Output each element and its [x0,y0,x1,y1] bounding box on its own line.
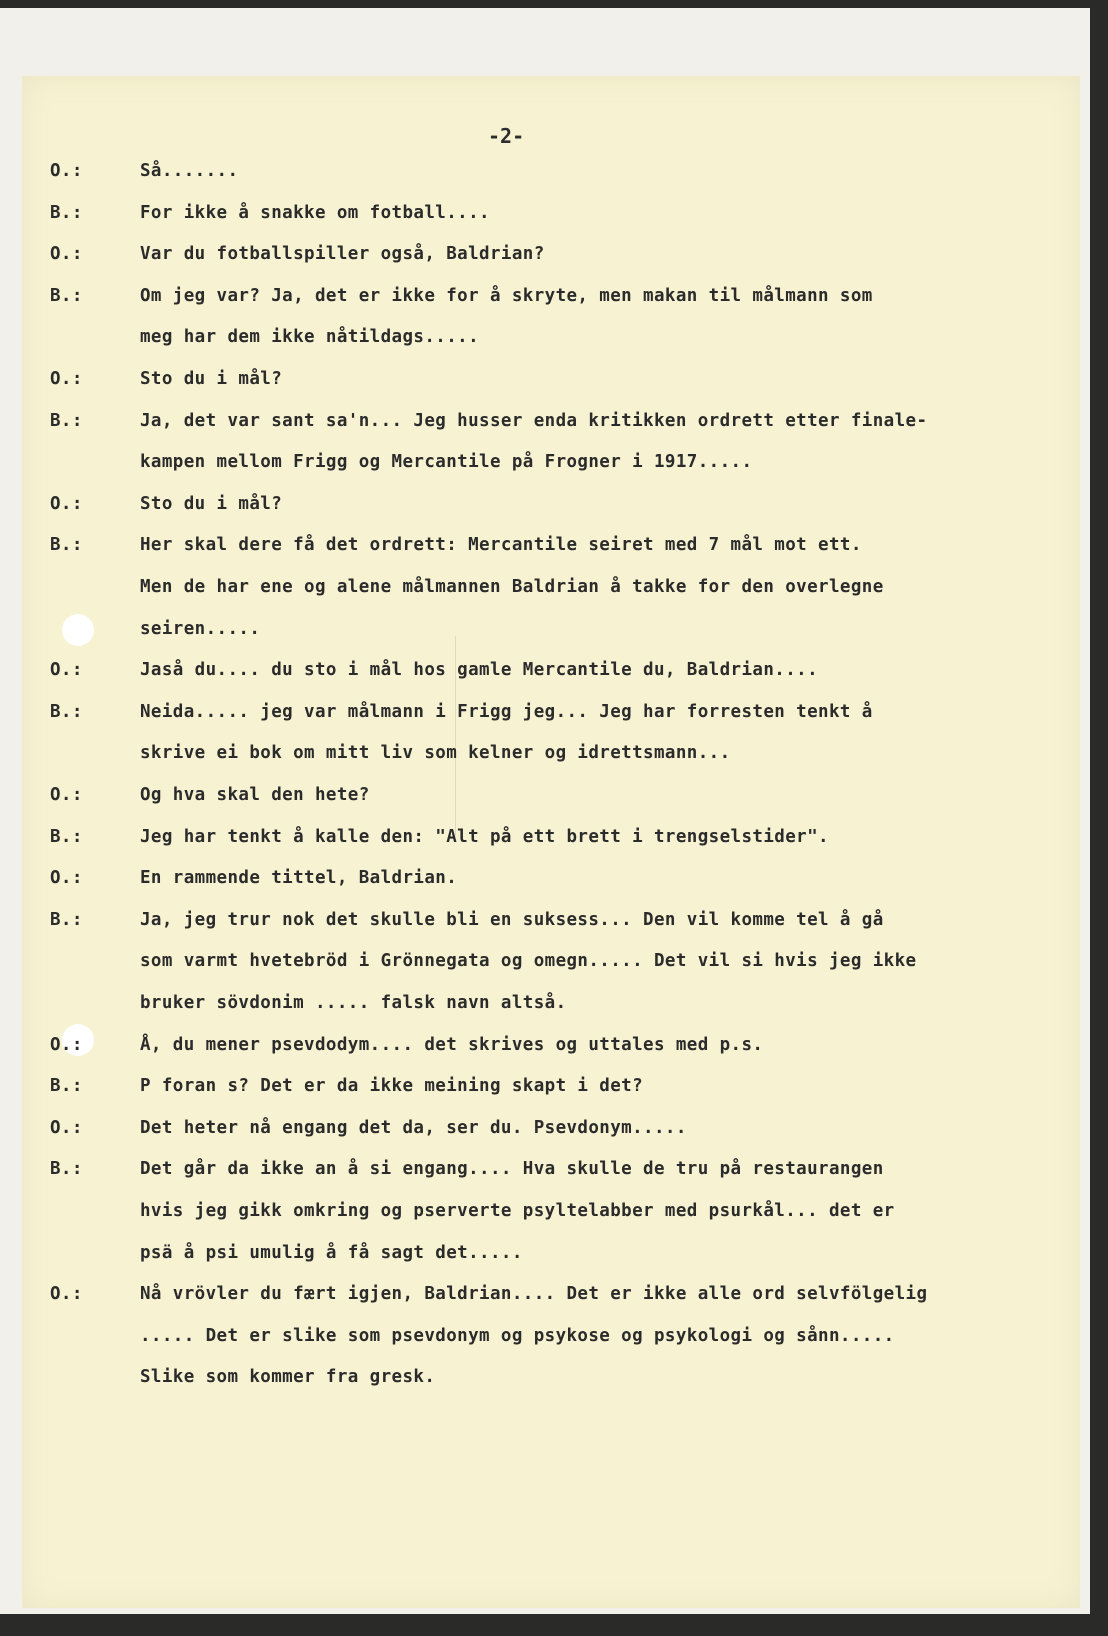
speaker-label: O.: [50,660,83,681]
speaker-label: B.: [50,826,83,847]
dialogue-text: Å, du mener psevdodym.... det skrives og uttales med p.s. [140,1034,764,1055]
speaker-label: B.: [50,410,83,431]
speaker-label: O.: [50,785,83,805]
dialogue-text: som varmt hvetebröd i Grönnegata og omegn..... Det vil si hvis jeg ikke [140,951,917,972]
dialogue-line [22,785,1080,813]
speaker-label: B.: [50,202,83,223]
dialogue-text: seiren..... [140,618,261,639]
dialogue-line [22,868,1080,896]
dialogue-text: Neida..... jeg var målmann i Frigg jeg... Jeg har forresten tenkt å [140,701,873,722]
dialogue-text: hvis jeg gikk omkring og pserverte psyltelabber med psurkål... det er [140,1201,895,1221]
dialogue-text: ..... Det er slike som psevdonym og psykose og psykologi og sånn..... [140,1325,895,1346]
dialogue-text: kampen mellom Frigg og Mercantile på Frogner i 1917..... [140,452,753,473]
speaker-label: O.: [50,161,83,181]
dialogue-text: Var du fotballspiller også, Baldrian? [140,244,545,265]
speaker-label: O.: [50,369,83,389]
dialogue-line [22,660,1080,688]
dialogue-line [22,286,1080,314]
dialogue-line [22,1035,1080,1063]
dialogue-line [22,1159,1080,1187]
dialogue-text: bruker sövdonim ..... falsk navn altså. [140,993,567,1013]
speaker-label: B.: [50,909,83,930]
speaker-label: B.: [50,701,83,722]
dialogue-line [22,244,1080,272]
dialogue-text: skrive ei bok om mitt liv som kelner og idrettsmann... [140,743,731,764]
speaker-label: B.: [50,1076,83,1097]
dialogue-text: Men de har ene og alene målmannen Baldrian å takke for den overlegne [140,577,884,597]
dialogue-text: Så....... [140,161,239,181]
typewritten-page [22,76,1080,1608]
dialogue-text: Ja, det var sant sa'n... Jeg husser enda kritikken ordrett etter finale- [140,410,928,431]
dialogue-text: Det går da ikke an å si engang.... Hva skulle de tru på restaurangen [140,1159,884,1180]
dialogue-text: meg har dem ikke nåtildags..... [140,327,480,348]
dialogue-line [22,1284,1080,1312]
dialogue-line [22,1076,1080,1104]
dialogue-line [22,951,1080,979]
dialogue-line [22,535,1080,563]
dialogue-line [22,452,1080,480]
dialogue-line [22,1326,1080,1354]
dialogue-line [22,702,1080,730]
dialogue-line [22,1201,1080,1229]
speaker-label: B.: [50,535,83,556]
dialogue-text: For ikke å snakke om fotball.... [140,202,490,223]
dialogue-text: Sto du i mål? [140,369,283,389]
dialogue-text: Jeg har tenkt å kalle den: "Alt på ett brett i trengselstider". [140,826,829,847]
dialogue-line [22,161,1080,189]
dialogue-line [22,1118,1080,1146]
dialogue-line [22,910,1080,938]
dialogue-text: En rammende tittel, Baldrian. [140,868,458,889]
dialogue-text: Sto du i mål? [140,493,283,514]
speaker-label: B.: [50,285,83,306]
dialogue-line [22,1243,1080,1271]
dialogue-text: Slike som kommer fra gresk. [140,1367,436,1388]
dialogue-line [22,993,1080,1021]
speaker-label: O.: [50,1034,83,1055]
dialogue-line [22,619,1080,647]
page-number: -2- [488,124,525,148]
speaker-label: O.: [50,493,83,514]
dialogue-line [22,369,1080,397]
dialogue-text: Jaså du.... du sto i mål hos gamle Mercantile du, Baldrian.... [140,660,819,681]
dialogue-line [22,411,1080,439]
dialogue-text: Nå vrövler du fært igjen, Baldrian.... Det er ikke alle ord selvfölgelig [140,1284,928,1305]
speaker-label: B.: [50,1159,83,1180]
dialogue-text: psä å psi umulig å få sagt det..... [140,1242,523,1263]
dialogue-line [22,203,1080,231]
speaker-label: O.: [50,244,83,265]
dialogue-line [22,827,1080,855]
dialogue-text: Her skal dere få det ordrett: Mercantile seiret med 7 mål mot ett. [140,535,862,556]
dialogue-line [22,327,1080,355]
speaker-label: O.: [50,868,83,889]
dialogue-line [22,494,1080,522]
dialogue-line [22,743,1080,771]
speaker-label: O.: [50,1284,83,1305]
dialogue-text: Det heter nå engang det da, ser du. Psevdonym..... [140,1117,687,1138]
dialogue-text: Ja, jeg trur nok det skulle bli en suksess... Den vil komme tel å gå [140,909,884,930]
dialogue-text: P foran s? Det er da ikke meining skapt i det? [140,1076,644,1097]
dialogue-text: Og hva skal den hete? [140,785,370,805]
speaker-label: O.: [50,1117,83,1138]
dialogue-text: Om jeg var? Ja, det er ikke for å skryte, men makan til målmann som [140,285,873,306]
dialogue-line [22,1367,1080,1395]
dialogue-line [22,577,1080,605]
